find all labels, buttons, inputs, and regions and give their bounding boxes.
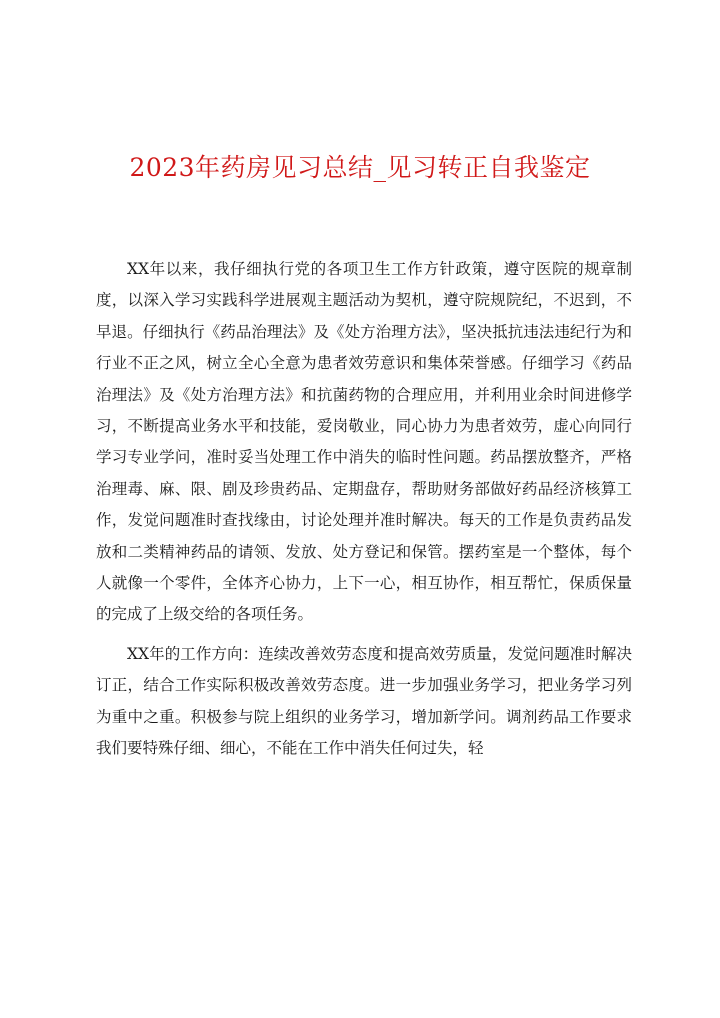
document-body: [96, 254, 632, 765]
body-paragraph-1: XX年以来，我仔细执行党的各项卫生工作方针政策，遵守医院的规章制度，以深入学习实践科学进展观主题活动为契机，遵守院规院纪，不迟到，不早退。仔细执行《药品治理法》及《处方治理方法》，坚决抵抗违法违纪行为和行业不正之风，树立全心全意为患者效劳意识和集体荣誉感。仔细学习《药品治理法》及《处方治理方法》和抗菌药物的合理应用，并利用业余时间进修学习，不断提高业务水平和技能，爱岗敬业，同心协力为患者效劳，虚心向同行学习专业学问，准时妥当处理工作中消失的临时性问题。药品摆放整齐，严格治理毒、麻、限、剧及珍贵药品、定期盘存，帮助财务部做好药品经济核算工作，发觉问题准时查找缘由，讨论处理并准时解决。每天的工作是负责药品发放和二类精神药品的请领、发放、处方登记和保管。摆药室是一个整体，每个人就像一个零件，全体齐心协力，上下一心，相互协作，相互帮忙，保质保量的完成了上级交给的各项任务。: [96, 260, 632, 624]
body-paragraph-2: XX年的工作方向：连续改善效劳态度和提高效劳质量，发觉问题准时解决订正，结合工作实际积极改善效劳态度。进一步加强业务学习，把业务学习列为重中之重。积极参与院上组织的业务学习，增加新学问。调剂药品工作要求我们要特殊仔细、细心，不能在工作中消失任何过失，轻: [96, 644, 632, 758]
document-title: 2023年药房见习总结_见习转正自我鉴定: [129, 153, 591, 182]
